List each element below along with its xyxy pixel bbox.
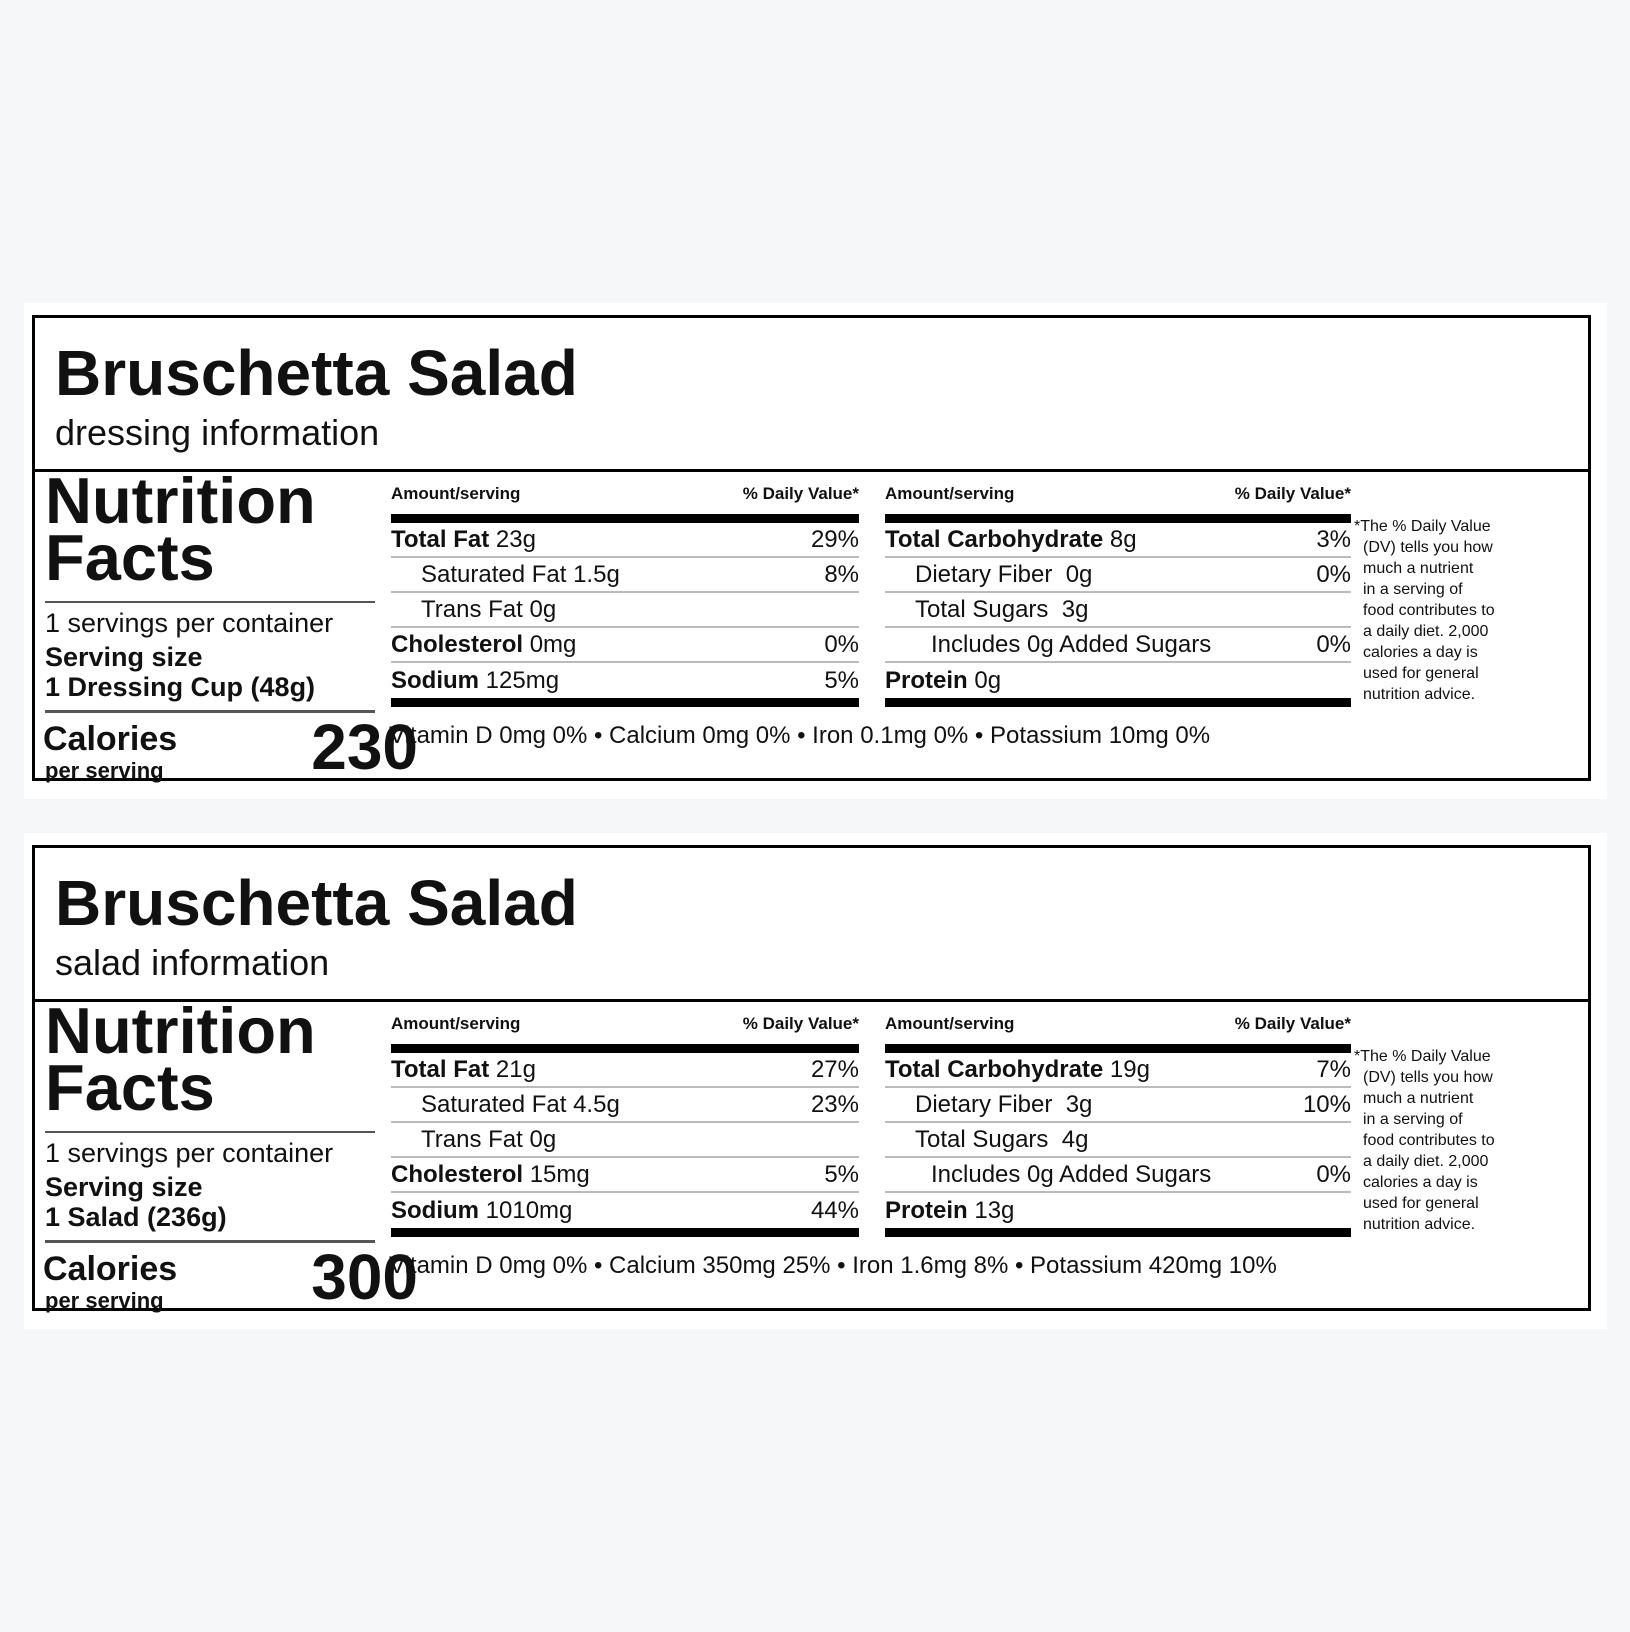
nutrient-row-saturated-fat (391, 558, 859, 593)
calories-label: Calories (43, 1250, 178, 1288)
nutrient-dv: 7% (1316, 1055, 1351, 1083)
footnote-line: food contributes to (1363, 1132, 1495, 1149)
nutrient-amount: 23g (489, 525, 536, 553)
calories-label: Calories (43, 720, 178, 758)
nutrient-row-cholesterol (391, 628, 859, 663)
nutrient-row-total-carbohydrate (885, 523, 1351, 558)
nutrient-dv: 44% (810, 1196, 859, 1224)
daily-value-footnote (1354, 1046, 1549, 1235)
nutrient-amount: Total Sugars 3g (915, 595, 1089, 623)
footnote-line: a daily diet. 2,000 (1363, 1153, 1489, 1170)
nutrient-column-right (885, 1014, 1351, 1237)
nutrient-name: Sodium (391, 666, 479, 694)
nutrient-name: Protein (885, 666, 968, 694)
nutrient-name: Total Fat (391, 525, 490, 553)
nutrient-amount: Includes 0g Added Sugars (931, 1160, 1212, 1188)
nutrient-row-dietary-fiber (885, 558, 1351, 593)
nutrient-name: Cholesterol (391, 630, 524, 658)
nutrient-amount: 19g (1103, 1055, 1150, 1083)
nutrient-amount: Saturated Fat 1.5g (421, 560, 620, 588)
nutrient-column-left (391, 484, 859, 707)
nutrient-dv: 0% (1316, 630, 1351, 658)
nutrition-facts-line1: Nutrition (45, 994, 316, 1067)
nutrition-facts-heading (45, 464, 316, 594)
serving-size-label: Serving size (45, 1172, 203, 1202)
footnote-line: (DV) tells you how (1363, 1069, 1493, 1086)
nutrient-dv: 3% (1316, 525, 1351, 553)
thick-divider (885, 1228, 1351, 1237)
nutrition-facts-line2: Facts (45, 521, 215, 594)
nutrient-row-total-sugars (885, 1123, 1351, 1158)
nutrient-name: Protein (885, 1196, 968, 1224)
nutrient-dv: 23% (810, 1090, 859, 1118)
amount-per-serving-header: Amount/serving (391, 1014, 521, 1033)
per-serving-label: per serving (45, 758, 164, 783)
nutrient-dv: 0% (1316, 560, 1351, 588)
thick-divider (391, 698, 859, 707)
product-subtitle: dressing information (55, 412, 380, 453)
footnote-line: a daily diet. 2,000 (1363, 623, 1489, 640)
nutrient-dv: 8% (824, 560, 859, 588)
nutrient-amount: Total Sugars 4g (915, 1125, 1089, 1153)
daily-value-footnote (1354, 516, 1549, 705)
nutrition-panel-salad (24, 833, 1607, 1329)
nutrient-amount: Trans Fat 0g (421, 595, 557, 623)
column-header (391, 484, 859, 508)
serving-size-label: Serving size (45, 642, 203, 672)
footnote-line: nutrition advice. (1363, 686, 1476, 703)
footnote-line: in a serving of (1363, 1111, 1463, 1128)
footnote-line: much a nutrient (1363, 1090, 1474, 1107)
product-title: Bruschetta Salad (55, 867, 578, 939)
thick-divider (391, 514, 859, 523)
nutrient-dv: 0% (824, 630, 859, 658)
nutrient-name: Total Carbohydrate (885, 1055, 1104, 1083)
nutrient-amount: 1010mg (479, 1196, 573, 1224)
product-title: Bruschetta Salad (55, 337, 578, 409)
vitamins-minerals-line: Vitamin D 0mg 0% • Calcium 350mg 25% • Iron 1.6mg 8% • Potassium 420mg 10% (389, 1252, 1277, 1279)
daily-value-header: % Daily Value* (1234, 484, 1351, 503)
footnote-line: calories a day is (1363, 1174, 1478, 1191)
nutrient-amount: 0mg (523, 630, 577, 658)
per-serving-label: per serving (45, 1288, 164, 1313)
nutrient-column-left (391, 1014, 859, 1237)
footnote-line: calories a day is (1363, 644, 1478, 661)
thick-divider (885, 514, 1351, 523)
daily-value-header: % Daily Value* (1234, 1014, 1351, 1033)
nutrient-amount: 15mg (523, 1160, 590, 1188)
footnote-line: *The % Daily Value (1354, 1048, 1491, 1065)
nutrient-amount: Includes 0g Added Sugars (931, 630, 1212, 658)
nutrient-row-total-sugars (885, 593, 1351, 628)
nutrient-amount: 13g (967, 1196, 1015, 1224)
nutrient-amount: Dietary Fiber 0g (915, 560, 1093, 588)
nutrient-row-trans-fat (391, 1123, 859, 1158)
serving-size-value: 1 Dressing Cup (48g) (45, 672, 316, 702)
nutrient-row-protein (885, 663, 1351, 698)
divider (45, 1131, 375, 1133)
nutrient-row-total-carbohydrate (885, 1053, 1351, 1088)
nutrient-amount: 0g (967, 666, 1002, 694)
nutrition-label (32, 315, 1591, 781)
amount-per-serving-header: Amount/serving (391, 484, 521, 503)
calories-value: 230 (311, 711, 418, 783)
nutrition-facts-line1: Nutrition (45, 464, 316, 537)
footnote-line: in a serving of (1363, 581, 1463, 598)
thick-divider (885, 698, 1351, 707)
daily-value-header: % Daily Value* (742, 1014, 859, 1033)
nutrient-row-added-sugars (885, 1158, 1351, 1193)
nutrient-amount: Dietary Fiber 3g (915, 1090, 1093, 1118)
footnote-line: much a nutrient (1363, 560, 1474, 577)
product-subtitle: salad information (55, 942, 330, 983)
nutrient-amount: 8g (1103, 525, 1137, 553)
thick-divider (885, 1044, 1351, 1053)
nutrient-row-sodium (391, 1193, 859, 1228)
nutrient-dv: 5% (824, 666, 859, 694)
servings-per-container: 1 servings per container (45, 608, 334, 638)
footnote-line: nutrition advice. (1363, 1216, 1476, 1233)
footnote-line: *The % Daily Value (1354, 518, 1491, 535)
column-header (885, 484, 1351, 508)
nutrition-panel-dressing (24, 303, 1607, 799)
nutrient-row-saturated-fat (391, 1088, 859, 1123)
footnote-line: used for general (1363, 665, 1479, 682)
nutrient-row-protein (885, 1193, 1351, 1228)
nutrient-row-added-sugars (885, 628, 1351, 663)
nutrition-facts-heading (45, 994, 316, 1124)
nutrient-row-cholesterol (391, 1158, 859, 1193)
nutrient-amount: Saturated Fat 4.5g (421, 1090, 620, 1118)
column-header (885, 1014, 1351, 1038)
nutrient-row-trans-fat (391, 593, 859, 628)
nutrient-row-total-fat (391, 1053, 859, 1088)
thick-divider (391, 1044, 859, 1053)
nutrient-dv: 27% (810, 1055, 859, 1083)
column-header (391, 1014, 859, 1038)
amount-per-serving-header: Amount/serving (885, 1014, 1015, 1033)
footnote-line: food contributes to (1363, 602, 1495, 619)
nutrient-row-dietary-fiber (885, 1088, 1351, 1123)
thick-divider (391, 1228, 859, 1237)
nutrient-column-right (885, 484, 1351, 707)
calories-value: 300 (311, 1241, 418, 1313)
nutrition-facts-line2: Facts (45, 1051, 215, 1124)
nutrient-name: Cholesterol (391, 1160, 524, 1188)
nutrient-name: Sodium (391, 1196, 479, 1224)
nutrient-dv: 29% (810, 525, 859, 553)
nutrient-dv: 0% (1316, 1160, 1351, 1188)
nutrient-amount: 125mg (479, 666, 560, 694)
divider (45, 601, 375, 603)
serving-size-value: 1 Salad (236g) (45, 1202, 227, 1232)
nutrient-dv: 5% (824, 1160, 859, 1188)
footnote-line: used for general (1363, 1195, 1479, 1212)
nutrient-dv: 10% (1302, 1090, 1351, 1118)
nutrient-name: Total Fat (391, 1055, 490, 1083)
amount-per-serving-header: Amount/serving (885, 484, 1015, 503)
servings-per-container: 1 servings per container (45, 1138, 334, 1168)
nutrient-name: Total Carbohydrate (885, 525, 1104, 553)
daily-value-header: % Daily Value* (742, 484, 859, 503)
nutrition-label (32, 845, 1591, 1311)
nutrient-amount: 21g (489, 1055, 536, 1083)
nutrient-row-sodium (391, 663, 859, 698)
vitamins-minerals-line: Vitamin D 0mg 0% • Calcium 0mg 0% • Iron 0.1mg 0% • Potassium 10mg 0% (389, 722, 1211, 749)
footnote-line: (DV) tells you how (1363, 539, 1493, 556)
nutrient-amount: Trans Fat 0g (421, 1125, 557, 1153)
nutrient-row-total-fat (391, 523, 859, 558)
